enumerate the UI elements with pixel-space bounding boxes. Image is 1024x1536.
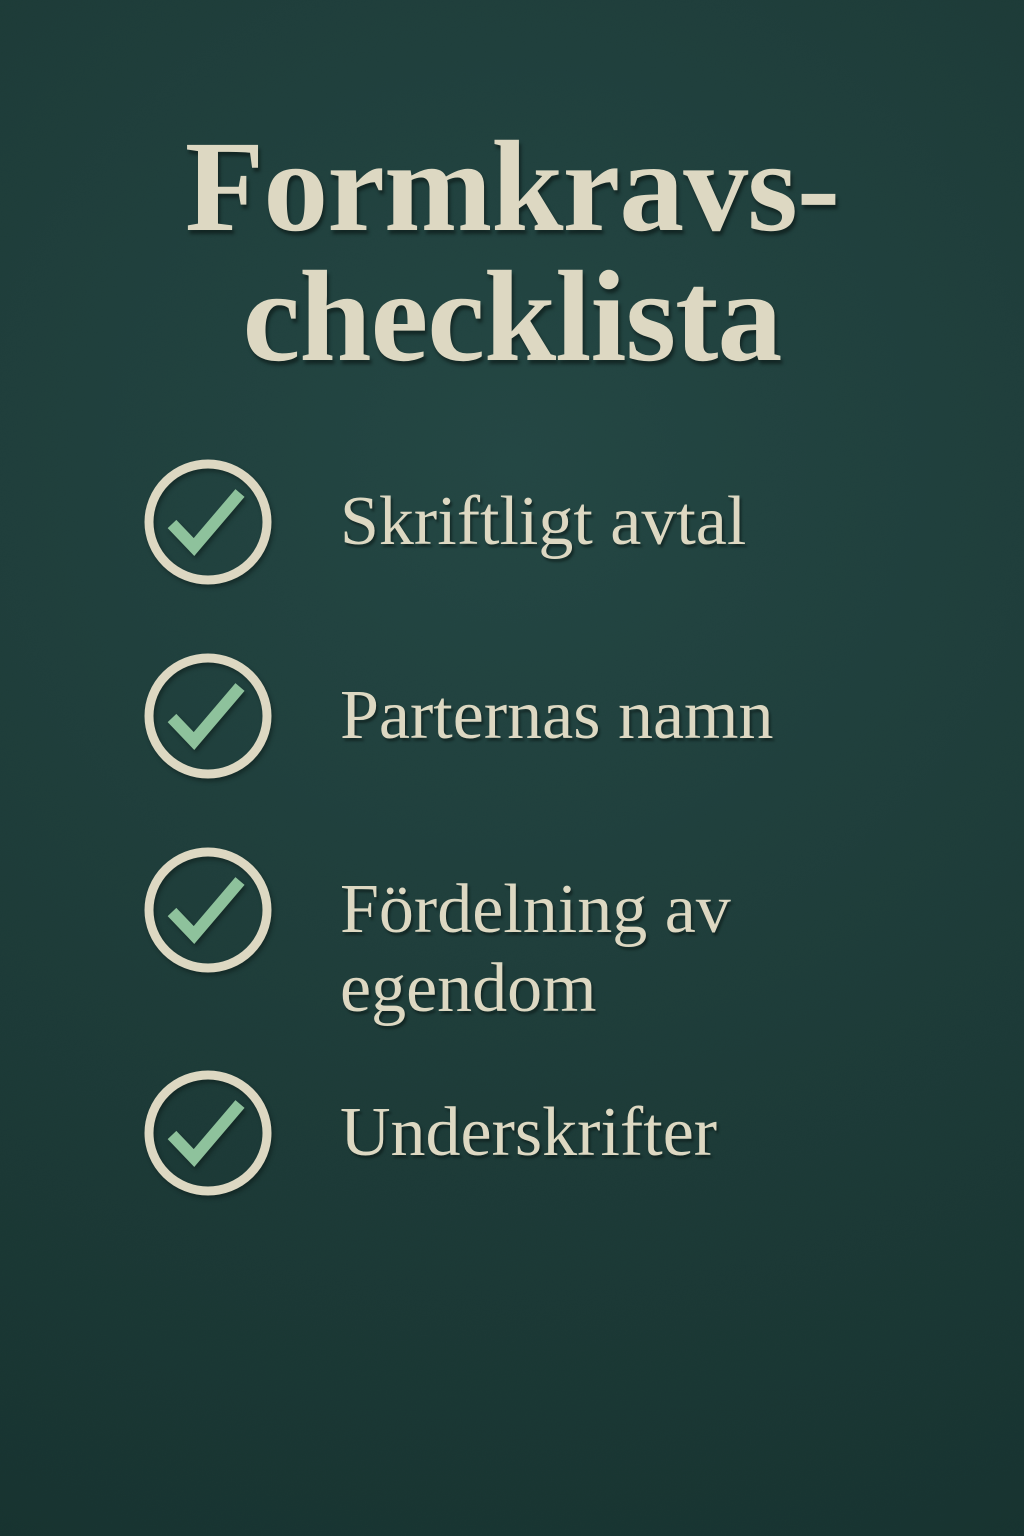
page-title-line2: checklista	[242, 245, 782, 389]
circle-check-icon	[143, 457, 273, 587]
circle-check-icon	[143, 651, 273, 781]
checklist-item-label: Parternas namn	[340, 677, 774, 755]
checklist-item-label: Skriftligt avtal	[340, 483, 747, 561]
checklist-item	[143, 651, 773, 781]
checklist-item	[143, 845, 840, 1028]
checklist-item-label: Underskrifter	[340, 1094, 718, 1172]
circle-check-icon	[143, 1068, 273, 1198]
circle-check-icon	[143, 845, 273, 975]
checklist-item	[143, 1068, 717, 1198]
checklist-item-label: Fördelning av egendom	[340, 871, 731, 1028]
checklist	[143, 0, 903, 1536]
checklist-item	[143, 457, 746, 587]
page-title-line1: Formkravs-	[184, 115, 840, 259]
